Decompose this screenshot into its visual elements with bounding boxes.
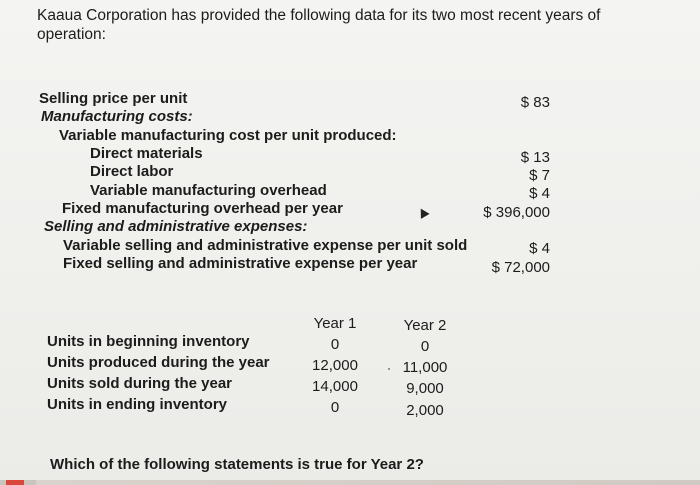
sga-expenses-label: Selling and administrative expenses: <box>44 218 308 235</box>
manufacturing-costs-label: Manufacturing costs: <box>41 108 193 125</box>
ending-inventory-year2: 2,000 <box>406 402 444 419</box>
app-badge-icon <box>6 480 24 485</box>
mouse-pointer-icon <box>416 206 429 219</box>
beginning-inventory-year1: 0 <box>330 336 340 353</box>
fixed-sga-label: Fixed selling and administrative expense per year <box>63 255 418 272</box>
variable-overhead-value: $ 4 <box>529 185 550 202</box>
units-sold-year2: 9,000 <box>406 380 444 397</box>
taskbar-strip <box>0 480 700 485</box>
direct-materials-label: Direct materials <box>90 145 203 162</box>
fixed-overhead-value: $ 396,000 <box>483 204 550 221</box>
direct-materials-value: $ 13 <box>520 149 550 166</box>
direct-labor-label: Direct labor <box>90 163 174 180</box>
direct-labor-value: $ 7 <box>529 167 550 184</box>
ending-inventory-label: Units in ending inventory <box>47 396 228 413</box>
year-2-header: Year 2 <box>403 317 447 334</box>
units-produced-year1: 12,000 <box>312 357 358 374</box>
question-text: Which of the following statements is true for Year 2? <box>50 456 424 473</box>
selling-price-label: Selling price per unit <box>39 90 188 107</box>
ending-inventory-year1: 0 <box>330 399 340 416</box>
fixed-sga-value: $ 72,000 <box>491 259 550 276</box>
problem-intro: Kaaua Corporation has provided the following data for its two most recent years of operation: <box>37 7 601 43</box>
selling-price-value: $ 83 <box>520 94 550 111</box>
beginning-inventory-year2: 0 <box>420 338 430 355</box>
units-produced-label: Units produced during the year <box>47 354 270 371</box>
variable-sga-value: $ 4 <box>529 240 550 257</box>
variable-overhead-label: Variable manufacturing overhead <box>90 182 327 199</box>
variable-sga-label: Variable selling and administrative expense per unit sold <box>63 237 468 254</box>
units-sold-label: Units sold during the year <box>47 375 233 392</box>
beginning-inventory-label: Units in beginning inventory <box>47 333 250 350</box>
fixed-overhead-label: Fixed manufacturing overhead per year <box>62 200 343 217</box>
stray-dot <box>388 368 390 370</box>
year-1-header: Year 1 <box>313 315 357 332</box>
variable-mfg-cost-label: Variable manufacturing cost per unit produced: <box>59 127 397 144</box>
units-produced-year2: 11,000 <box>402 359 448 376</box>
units-sold-year1: 14,000 <box>312 378 358 395</box>
